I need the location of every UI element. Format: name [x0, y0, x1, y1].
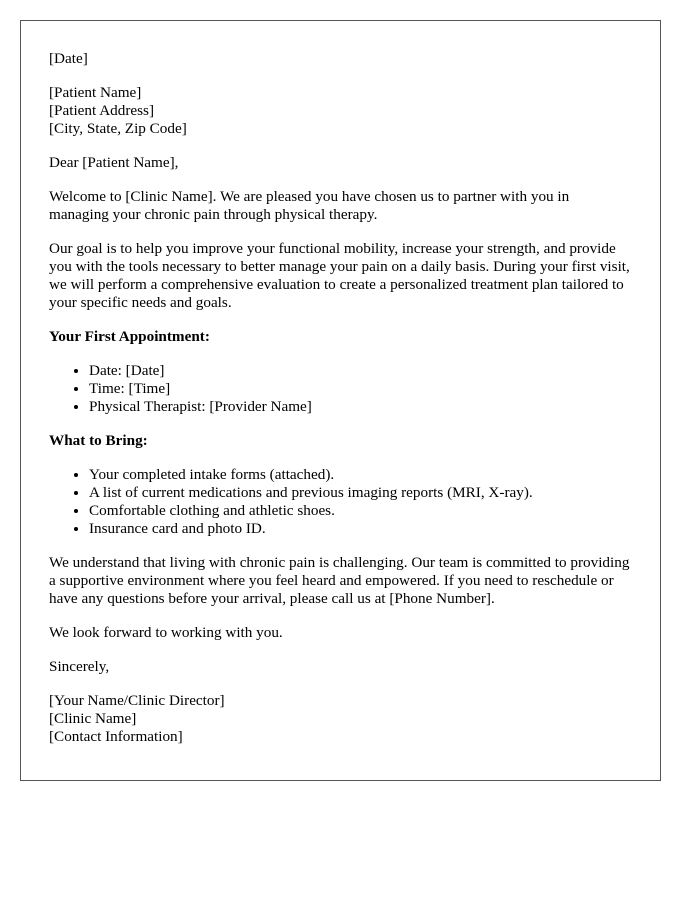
bring-list — [49, 466, 632, 538]
bring-item-intake-forms: • Your completed intake forms (attached). — [89, 466, 632, 484]
bring-item-clothing: • Comfortable clothing and athletic shoes. — [89, 502, 632, 520]
welcome-paragraph: Welcome to [Clinic Name]. We are pleased you have chosen us to partner with you in managing your chronic pain through physical therapy. — [49, 188, 570, 223]
recipient-city-state-zip: [City, State, Zip Code] — [49, 120, 187, 137]
look-forward-paragraph: We look forward to working with you. — [49, 624, 283, 641]
appointment-time-item: • Time: [Time] — [89, 380, 632, 398]
signature-name: [Your Name/Clinic Director] — [49, 692, 225, 709]
letter-document — [20, 20, 661, 781]
bring-item-insurance: • Insurance card and photo ID. — [89, 520, 632, 538]
appointment-therapist-item: • Physical Therapist: [Provider Name] — [89, 398, 632, 416]
letter-date: [Date] — [49, 50, 88, 67]
recipient-name: [Patient Name] — [49, 84, 142, 101]
recipient-address: [Patient Address] — [49, 102, 155, 119]
recipient-address-block — [49, 84, 632, 138]
understanding-paragraph: We understand that living with chronic pain is challenging. Our team is committed to providing a supportive environment where you feel heard and empowered. If you need to reschedule or have any questions before your arrival, please call us at [Phone Number]. — [49, 554, 630, 607]
appointment-heading: Your First Appointment: — [49, 328, 210, 345]
appointment-date-item: • Date: [Date] — [89, 362, 632, 380]
bring-item-medications: • A list of current medications and previous imaging reports (MRI, X-ray). — [89, 484, 632, 502]
appointment-list — [49, 362, 632, 416]
signature-block — [49, 692, 632, 746]
sign-off: Sincerely, — [49, 658, 110, 675]
signature-clinic: [Clinic Name] — [49, 710, 137, 727]
salutation: Dear [Patient Name], — [49, 154, 179, 171]
goal-paragraph: Our goal is to help you improve your functional mobility, increase your strength, and provide you with the tools necessary to better manage your pain on a daily basis. During your first visit, we will perform a comprehensive evaluation to create a personalized treatment plan tailored to your specific needs and goals. — [49, 240, 630, 311]
bring-heading: What to Bring: — [49, 432, 148, 449]
signature-contact: [Contact Information] — [49, 728, 183, 745]
